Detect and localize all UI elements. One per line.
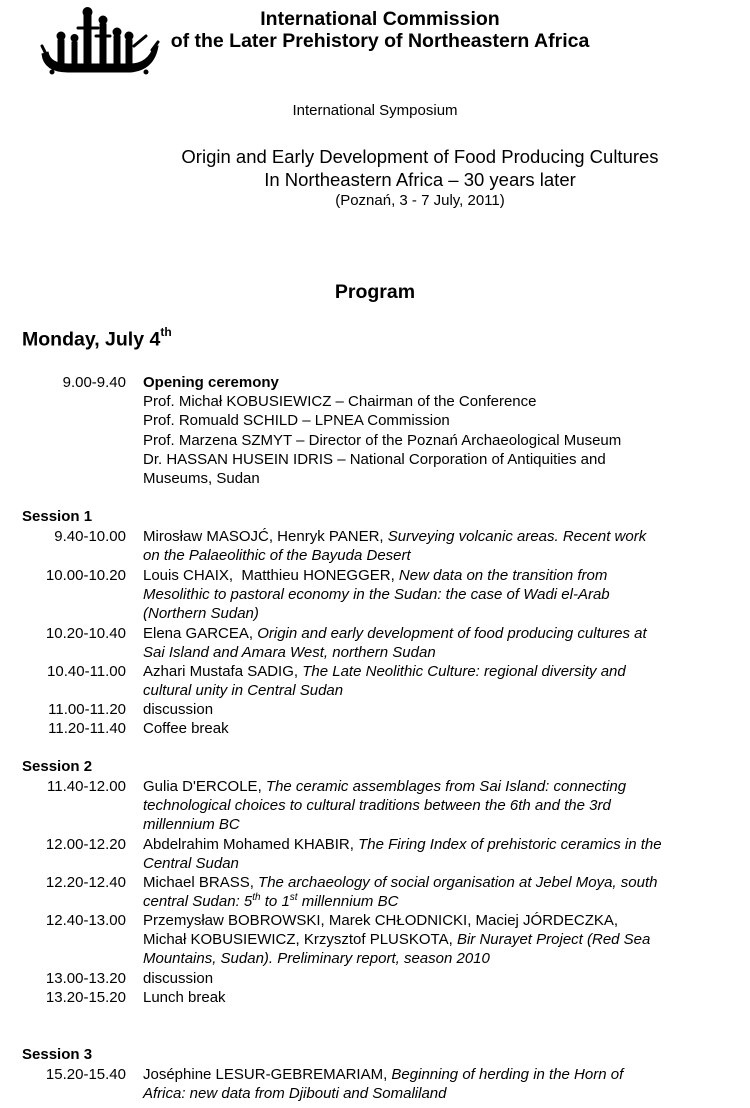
- item-text: [143, 566, 733, 624]
- item-text: Coffee break: [143, 720, 229, 737]
- item-title: Surveying volcanic areas. Recent work: [387, 528, 647, 545]
- session-2-heading: Session 2: [22, 758, 93, 775]
- item-text: [143, 373, 733, 488]
- item-time: 11.40-12.00: [47, 778, 126, 795]
- item-authors: Elena GARCEA,: [143, 625, 258, 642]
- item-text: discussion: [143, 970, 214, 987]
- item-title: The archaeology of social organisation at Jebel Moya, south: [258, 874, 658, 891]
- item-title: The Late Neolithic Culture: regional diversity and: [302, 663, 626, 680]
- item-time: 10.40-11.00: [47, 663, 126, 680]
- item-title: millennium BC: [143, 816, 240, 834]
- item-title: on the Palaeolithic of the Bayuda Desert: [143, 547, 411, 565]
- item-authors: Abdelrahim Mohamed KHABIR,: [143, 836, 359, 853]
- item-text: [143, 662, 733, 700]
- item-title: cultural unity in Central Sudan: [143, 682, 344, 700]
- item-title: Mountains, Sudan). Preliminary report, season 2010: [143, 950, 490, 968]
- item-text: [143, 835, 733, 873]
- program-heading: Program: [334, 281, 416, 303]
- opening-line: Dr. HASSAN HUSEIN IDRIS – National Corporation of Antiquities and: [143, 450, 606, 468]
- opening-line: Prof. Michał KOBUSIEWICZ – Chairman of the Conference: [143, 393, 537, 411]
- item-authors: Gulia D'ERCOLE,: [143, 778, 266, 795]
- item-text: discussion: [143, 701, 214, 718]
- opening-line: Prof. Romuald SCHILD – LPNEA Commission: [143, 412, 450, 430]
- item-authors: Michał KOBUSIEWICZ, Krzysztof PLUSKOTA,: [143, 931, 457, 949]
- place-date: (Poznań, 3 - 7 July, 2011): [335, 192, 505, 209]
- item-time: 11.20-11.40: [48, 720, 126, 737]
- item-text: [143, 527, 733, 565]
- item-text: [143, 873, 733, 911]
- item-text: [143, 1065, 733, 1103]
- session-3-heading: Session 3: [22, 1046, 93, 1063]
- title-line-2: In Northeastern Africa – 30 years later: [264, 168, 576, 190]
- item-authors: Joséphine LESUR-GEBREMARIAM,: [143, 1066, 392, 1083]
- item-text: [143, 624, 733, 662]
- session-1-heading: Session 1: [22, 508, 93, 525]
- title-text: to 1: [260, 893, 290, 911]
- item-authors: Mirosław MASOJĆ, Henryk PANER,: [143, 528, 388, 545]
- item-text: [143, 777, 733, 835]
- item-title: technological choices to cultural traditions between the 6th and the 3rd: [143, 797, 611, 815]
- title-sup: st: [289, 892, 298, 904]
- item-title: Africa: new data from Djibouti and Somaliland: [143, 1085, 447, 1103]
- item-time: 10.20-10.40: [45, 625, 126, 642]
- opening-title: Opening ceremony: [143, 374, 279, 391]
- item-time: 9.40-10.00: [54, 528, 126, 545]
- item-title-part: [143, 893, 398, 910]
- symposium-title: [45, 146, 750, 211]
- item-title: (Northern Sudan): [143, 605, 259, 623]
- opening-line: Prof. Marzena SZMYT – Director of the Poznań Archaeological Museum: [143, 431, 622, 449]
- item-title: Origin and early development of food producing cultures at: [257, 625, 647, 642]
- opening-line: Museums, Sudan: [143, 470, 260, 488]
- item-title: Beginning of herding in the Horn of: [391, 1066, 624, 1083]
- day-sup: th: [160, 325, 172, 339]
- day-heading: [22, 327, 172, 352]
- item-title: Bir Nurayet Project (Red Sea: [456, 931, 651, 949]
- org-line-2: of the Later Prehistory of Northeastern Africa: [170, 30, 590, 52]
- item-time: 11.00-11.20: [48, 701, 126, 718]
- item-authors: Azhari Mustafa SADIG,: [143, 663, 303, 680]
- item-time: 13.20-15.20: [45, 989, 126, 1006]
- organization-name: [100, 8, 660, 52]
- title-sup: th: [252, 892, 261, 904]
- item-title: Mesolithic to pastoral economy in the Sudan: the case of Wadi el-Arab: [143, 586, 610, 604]
- title-line-1: Origin and Early Development of Food Producing Cultures: [181, 146, 659, 167]
- item-time: 10.00-10.20: [45, 567, 126, 584]
- item-authors: Przemysław BOBROWSKI, Marek CHŁODNICKI, Maciej JÓRDECZKA,: [143, 912, 619, 929]
- item-authors: Louis CHAIX, Matthieu HONEGGER,: [143, 567, 399, 584]
- item-time: 13.00-13.20: [45, 970, 126, 987]
- item-title: Central Sudan: [143, 855, 239, 873]
- title-text: millennium BC: [297, 893, 399, 911]
- item-time: 15.20-15.40: [45, 1066, 126, 1083]
- org-line-1: International Commission: [260, 8, 500, 30]
- item-time: 12.40-13.00: [45, 912, 126, 929]
- item-time: 12.00-12.20: [45, 836, 126, 853]
- item-time: 12.20-12.40: [45, 874, 126, 891]
- item-title: New data on the transition from: [398, 567, 608, 584]
- item-text: Lunch break: [143, 989, 226, 1006]
- day-label: Monday, July 4: [22, 328, 161, 351]
- item-title: The Firing Index of prehistoric ceramics in the: [358, 836, 662, 853]
- item-title: Sai Island and Amara West, northern Sudan: [143, 644, 436, 662]
- symposium-label: International Symposium: [292, 102, 458, 119]
- item-text: [143, 911, 733, 969]
- item-time: 9.00-9.40: [62, 374, 126, 391]
- item-title: The ceramic assemblages from Sai Island: connecting: [265, 778, 627, 795]
- title-text: central Sudan: 5: [143, 893, 253, 911]
- item-authors: Michael BRASS,: [143, 874, 259, 891]
